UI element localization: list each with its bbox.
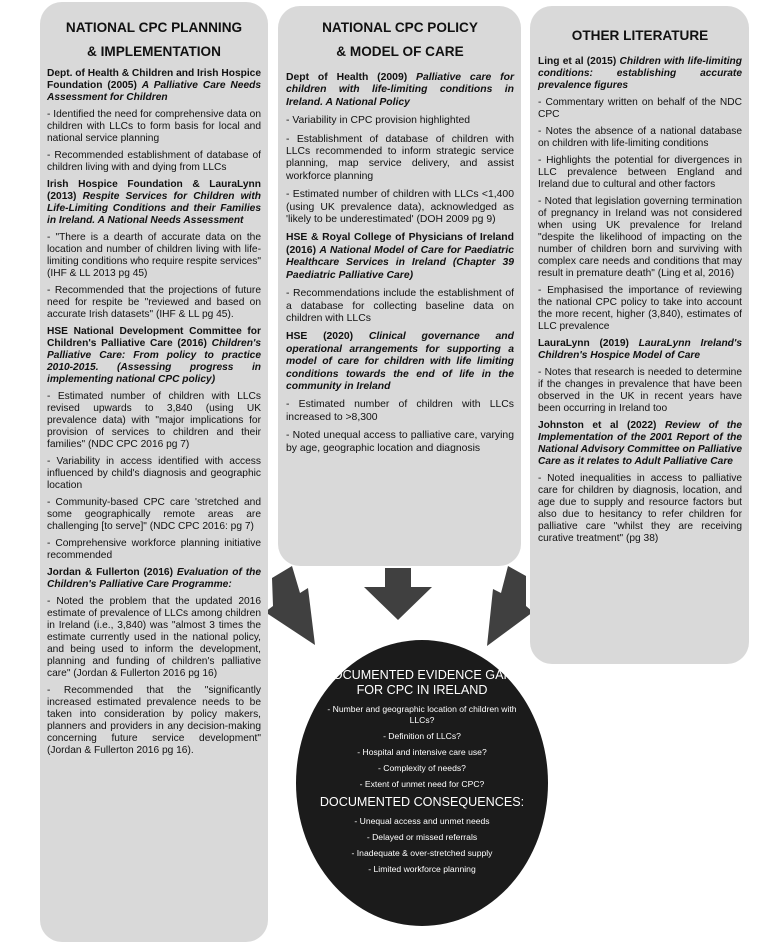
- evidence-gaps-circle: [296, 640, 548, 926]
- finding-bullet: - Comprehensive workforce planning initiative recommended: [47, 538, 261, 561]
- consequence-item: - Unequal access and unmet needs: [354, 816, 490, 826]
- finding-bullet: - Highlights the potential for divergences in LLC prevalence between England and Ireland due to cultural and other factors: [538, 155, 742, 190]
- reference-heading: HSE & Royal College of Physicians of Ireland (2016) A National Model of Care for Paediatric Healthcare Services in Ireland (Chapter 39 Paediatric Palliative Care): [286, 232, 514, 281]
- finding-bullet: - Recommended establishment of database of children living with and dying from LLCs: [47, 150, 261, 173]
- finding-bullet: - Community-based CPC care 'stretched and some geographically remote areas are challenging [to serve]" (NDC CPC 2016: pg 7): [47, 497, 261, 532]
- arrow-left-to-center: [265, 566, 315, 645]
- finding-bullet: - Notes the absence of a national database on children with life-limiting conditions: [538, 126, 742, 149]
- reference-heading: LauraLynn (2019) LauraLynn Ireland's Children's Hospice Model of Care: [538, 338, 742, 361]
- reference-heading: Ling et al (2015) Children with life-limiting conditions: establishing accurate prevalence figures: [538, 56, 742, 91]
- evidence-gaps-title: DOCUMENTED EVIDENCE GAPS FOR CPC IN IRELAND: [323, 668, 521, 697]
- finding-bullet: - Variability in CPC provision highlighted: [286, 115, 471, 127]
- policy-model-of-care-panel: [278, 6, 521, 566]
- evidence-gap-item: - Hospital and intensive care use?: [357, 747, 487, 757]
- other-literature-title: OTHER LITERATURE: [571, 28, 709, 43]
- reference-heading: HSE National Development Committee for Children's Palliative Care (2016) Children's Palliative Care: From policy to practice 2010-2015. (Assessing progress in implementing national CPC policy): [47, 326, 261, 385]
- reference-heading: Johnston et al (2022) Review of the Implementation of the 2001 Report of the National Advisory Committee on Palliative Care as it relates to Adult Palliative Care: [538, 420, 742, 467]
- finding-bullet: - Recommendations include the establishment of a database for collecting baseline data on children with LLCs: [286, 288, 514, 324]
- reference-heading: Dept of Health (2009) Palliative care for children with life-limiting conditions in Ireland. A National Policy: [286, 72, 514, 108]
- finding-bullet: - Commentary written on behalf of the NDC CPC: [538, 97, 742, 120]
- finding-bullet: - "There is a dearth of accurate data on the location and number of children living with life-limiting conditions who require respite services" (IHF & LL 2013 pg 45): [47, 232, 261, 279]
- reference-heading: Dept. of Health & Children and Irish Hospice Foundation (2005) A Palliative Care Needs Assessment for Children: [47, 68, 262, 103]
- consequence-item: - Limited workforce planning: [368, 864, 476, 874]
- reference-heading: Jordan & Fullerton (2016) Evaluation of the Children's Palliative Care Programme:: [47, 567, 261, 590]
- arrow-middle-to-center: [364, 568, 432, 620]
- policy-model-of-care-title: NATIONAL CPC POLICY & MODEL OF CARE: [322, 20, 478, 59]
- evidence-gap-item: - Number and geographic location of children with LLCs?: [327, 704, 517, 725]
- evidence-gap-item: - Complexity of needs?: [378, 763, 466, 773]
- planning-implementation-title: NATIONAL CPC PLANNING & IMPLEMENTATION: [65, 20, 243, 59]
- finding-bullet: - Establishment of database of children with LLCs recommended to inform strategic service planning, map service delivery, and assist workforce planning: [286, 133, 514, 182]
- finding-bullet: - Estimated number of children with LLCs <1,400 (using UK prevalence data), acknowledged as 'likely to be underestimated' (DOH 2009 pg 9): [286, 189, 514, 226]
- finding-bullet: - Recommended that the projections of future need for respite be "reviewed and based on accurate Irish datasets" (IHF & LL pg 45).: [47, 285, 261, 320]
- consequence-item: - Delayed or missed referrals: [366, 832, 478, 842]
- finding-bullet: - Notes that research is needed to determine if the changes in prevalence that have been observed in the UK in recent years have been occurring in Ireland too: [538, 367, 742, 414]
- finding-bullet: - Estimated number of children with LLCs revised upwards to 3,840 (using UK prevalence data) with "major implications for provision of services to children and their families" (NDC CPC 2016 pg 7): [47, 391, 261, 450]
- finding-bullet: - Noted inequalities in access to palliative care for children by diagnosis, location, and age due to supply and resource factors but also due to hesitancy to refer children for palliative care "whilst they are receiving curative treatment" (pg 38): [538, 473, 742, 544]
- consequence-item: - Inadequate & over-stretched supply: [351, 848, 493, 858]
- finding-bullet: - Noted unequal access to palliative care, varying by age, geographic location and diagnosis: [286, 430, 514, 454]
- finding-bullet: - Variability in access identified with access influenced by child's diagnosis and geographic location: [47, 456, 261, 491]
- consequences-title: DOCUMENTED CONSEQUENCES:: [319, 795, 525, 809]
- evidence-gap-item: - Extent of unmet need for CPC?: [359, 779, 485, 789]
- finding-bullet: - Noted that legislation governing termination of pregnancy in Ireland was not considered when using UK prevalence for Ireland "despite the likelihood of impacting on the number of children born and surviving with complex care needs and conditions that may result in premature death" (Ling et al, 2016): [538, 196, 742, 279]
- reference-heading: Irish Hospice Foundation & LauraLynn (2013) Respite Services for Children with Life-Limiting Conditions and their Families in Ireland. A National Needs Assessment: [47, 179, 261, 226]
- finding-bullet: - Emphasised the importance of reviewing the national CPC policy to take into account the more recent, higher (3,840), estimates of LLC prevalence: [538, 285, 742, 332]
- finding-bullet: - Estimated number of children with LLCs increased to >8,300: [286, 399, 514, 423]
- arrow-right-to-center: [487, 566, 533, 646]
- reference-heading: HSE (2020) Clinical governance and operational arrangements for supporting a model of care for children with life limiting conditions towards the end of life in the community in Ireland: [286, 331, 514, 392]
- other-literature-panel: [530, 6, 749, 664]
- finding-bullet: - Identified the need for comprehensive data on children with LLCs to form basis for local and national service planning: [47, 109, 261, 144]
- finding-bullet: - Recommended that the "significantly increased estimated prevalence needs to be taken into consideration by policy makers, planners and providers in any decision-making concerning future service development" (Jordan & Fullerton 2016 pg 16).: [47, 685, 261, 756]
- evidence-gap-item: - Definition of LLCs?: [383, 731, 461, 741]
- finding-bullet: - Noted the problem that the updated 2016 estimate of prevalence of LLCs among children in Ireland (i.e., 3,840) was "almost 3 times the estimate currently used in the national policy, and being used to inform the development, planning and funding of children's palliative care" (Jordan & Fullerton 2016 pg 16): [47, 596, 261, 679]
- planning-implementation-panel: [40, 2, 268, 942]
